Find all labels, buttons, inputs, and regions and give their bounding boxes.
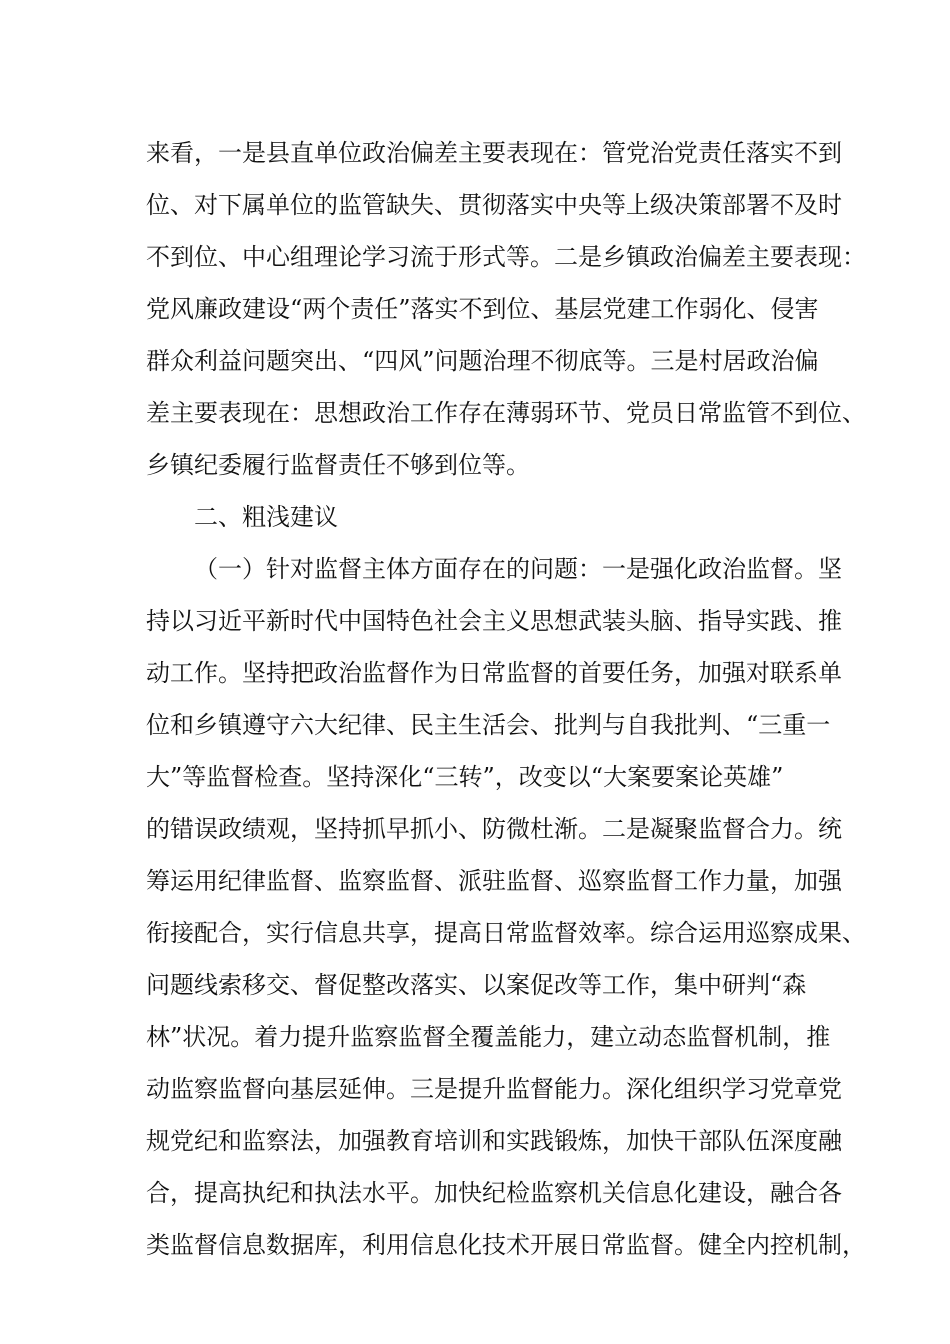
text-line: 类监督信息数据库，利用信息化技术开展日常监督。健全内控机制， xyxy=(146,1231,866,1259)
text-line: 动监察监督向基层延伸。三是提升监督能力。深化组织学习党章党 xyxy=(146,1075,842,1103)
text-line: 位和乡镇遵守六大纪律、民主生活会、批判与自我批判、“三重一 xyxy=(146,711,831,739)
text-line: 动工作。坚持把政治监督作为日常监督的首要任务，加强对联系单 xyxy=(146,659,842,687)
text-line: 差主要表现在：思想政治工作存在薄弱环节、党员日常监管不到位、 xyxy=(146,399,866,427)
text-line: 不到位、中心组理论学习流于形式等。二是乡镇政治偏差主要表现： xyxy=(146,243,866,271)
document-body xyxy=(146,135,866,1279)
text-line: 规党纪和监察法，加强教育培训和实践锻炼，加快干部队伍深度融 xyxy=(146,1127,842,1155)
text-line: 的错误政绩观，坚持抓早抓小、防微杜渐。二是凝聚监督合力。统 xyxy=(146,815,842,843)
text-line: 衔接配合，实行信息共享，提高日常监督效率。综合运用巡察成果、 xyxy=(146,919,866,947)
text-line: 持以习近平新时代中国特色社会主义思想武装头脑、指导实践、推 xyxy=(146,607,842,635)
text-line: 乡镇纪委履行监督责任不够到位等。 xyxy=(146,451,530,479)
text-line: 筹运用纪律监督、监察监督、派驻监督、巡察监督工作力量，加强 xyxy=(146,867,842,895)
text-line: 合，提高执纪和执法水平。加快纪检监察机关信息化建设，融合各 xyxy=(146,1179,842,1207)
text-line: 问题线索移交、督促整改落实、以案促改等工作，集中研判“森 xyxy=(146,971,807,999)
text-line: 群众利益问题突出、“四风”问题治理不彻底等。三是村居政治偏 xyxy=(146,347,819,375)
section-heading: 二、粗浅建议 xyxy=(194,503,338,531)
text-line: 林”状况。着力提升监察监督全覆盖能力，建立动态监督机制，推 xyxy=(146,1023,831,1051)
paragraph-start-line: （一）针对监督主体方面存在的问题：一是强化政治监督。坚 xyxy=(194,555,842,583)
text-line: 大”等监督检查。坚持深化“三转”，改变以“大案要案论英雄” xyxy=(146,763,784,791)
text-line: 来看，一是县直单位政治偏差主要表现在：管党治党责任落实不到 xyxy=(146,139,842,167)
text-line: 位、对下属单位的监管缺失、贯彻落实中央等上级决策部署不及时 xyxy=(146,191,842,219)
text-line: 党风廉政建设“两个责任”落实不到位、基层党建工作弱化、侵害 xyxy=(146,295,819,323)
